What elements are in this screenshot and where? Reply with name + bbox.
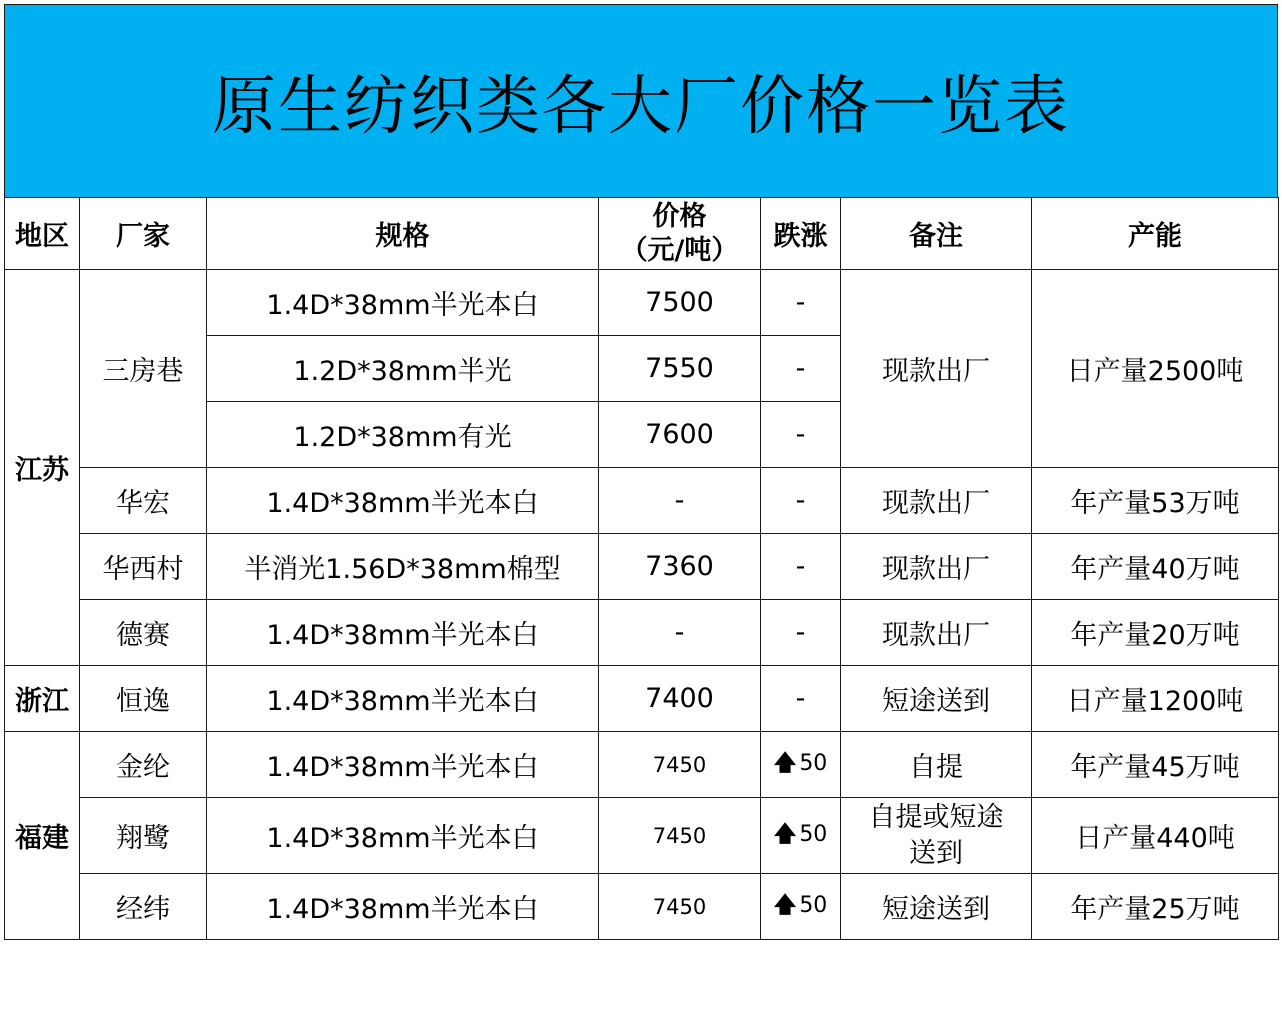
capacity-cell: 年产量53万吨 [1032,468,1279,534]
spec-cell: 1.4D*38mm半光本白 [207,270,599,336]
factory-cell: 三房巷 [80,270,207,468]
price-cell: 7450 [599,798,761,874]
page-title: 原生纺织类各大厂价格一览表 [212,70,1070,144]
region-cell: 江苏 [5,270,80,666]
change-cell [761,798,841,874]
note-cell: 短途送到 [841,874,1032,940]
change-cell: - [761,600,841,666]
note-cell: 短途送到 [841,666,1032,732]
title-banner [4,4,1278,197]
spec-cell: 1.2D*38mm有光 [207,402,599,468]
table-row [5,468,1279,534]
factory-cell: 恒逸 [80,666,207,732]
price-cell: 7450 [599,874,761,940]
change-cell: - [761,402,841,468]
price-cell: - [599,468,761,534]
note-cell: 自提 [841,732,1032,798]
note-line1: 自提或短途 [868,801,1004,833]
capacity-cell: 日产量2500吨 [1032,270,1279,468]
spec-cell: 半消光1.56D*38mm棉型 [207,534,599,600]
header-price-line2: （元/吨） [620,234,739,266]
price-table [4,197,1279,940]
factory-cell: 翔鹭 [80,798,207,874]
change-cell: - [761,666,841,732]
header-region: 地区 [5,198,80,270]
change-value: 50 [799,892,828,918]
header-spec: 规格 [207,198,599,270]
change-cell: - [761,534,841,600]
table-row [5,874,1279,940]
change-value: 50 [799,821,828,847]
note-cell: 现款出厂 [841,534,1032,600]
capacity-cell: 年产量40万吨 [1032,534,1279,600]
table-row [5,666,1279,732]
factory-cell: 华宏 [80,468,207,534]
up-arrow-icon: 🡅 [773,892,797,918]
region-cell: 福建 [5,732,80,940]
header-change: 跌涨 [761,198,841,270]
spec-cell: 1.4D*38mm半光本白 [207,666,599,732]
price-sheet [4,4,1278,940]
change-cell: - [761,336,841,402]
change-cell [761,732,841,798]
factory-cell: 德赛 [80,600,207,666]
price-cell: - [599,600,761,666]
factory-cell: 经纬 [80,874,207,940]
price-cell: 7450 [599,732,761,798]
table-row [5,600,1279,666]
capacity-cell: 日产量1200吨 [1032,666,1279,732]
table-row [5,270,1279,336]
spec-cell: 1.4D*38mm半光本白 [207,468,599,534]
factory-cell: 华西村 [80,534,207,600]
factory-cell: 金纶 [80,732,207,798]
change-value: 50 [799,750,828,776]
capacity-cell: 年产量20万吨 [1032,600,1279,666]
spec-cell: 1.4D*38mm半光本白 [207,798,599,874]
table-row [5,732,1279,798]
note-cell: 现款出厂 [841,270,1032,468]
change-cell: - [761,270,841,336]
spec-cell: 1.4D*38mm半光本白 [207,732,599,798]
table-row [5,798,1279,874]
capacity-cell: 年产量25万吨 [1032,874,1279,940]
header-note: 备注 [841,198,1032,270]
note-line2: 送到 [909,837,963,869]
price-cell: 7600 [599,402,761,468]
capacity-cell: 年产量45万吨 [1032,732,1279,798]
header-row [5,198,1279,270]
price-cell: 7550 [599,336,761,402]
spec-cell: 1.2D*38mm半光 [207,336,599,402]
spec-cell: 1.4D*38mm半光本白 [207,874,599,940]
change-cell [761,874,841,940]
up-arrow-icon: 🡅 [773,750,797,776]
header-price [599,198,761,270]
header-price-line1: 价格 [652,200,707,232]
up-arrow-icon: 🡅 [773,821,797,847]
change-cell: - [761,468,841,534]
note-cell [841,798,1032,874]
spec-cell: 1.4D*38mm半光本白 [207,600,599,666]
price-cell: 7500 [599,270,761,336]
price-cell: 7360 [599,534,761,600]
capacity-cell: 日产量440吨 [1032,798,1279,874]
price-cell: 7400 [599,666,761,732]
header-capacity: 产能 [1032,198,1279,270]
region-cell: 浙江 [5,666,80,732]
header-factory: 厂家 [80,198,207,270]
table-row [5,534,1279,600]
note-cell: 现款出厂 [841,600,1032,666]
note-cell: 现款出厂 [841,468,1032,534]
